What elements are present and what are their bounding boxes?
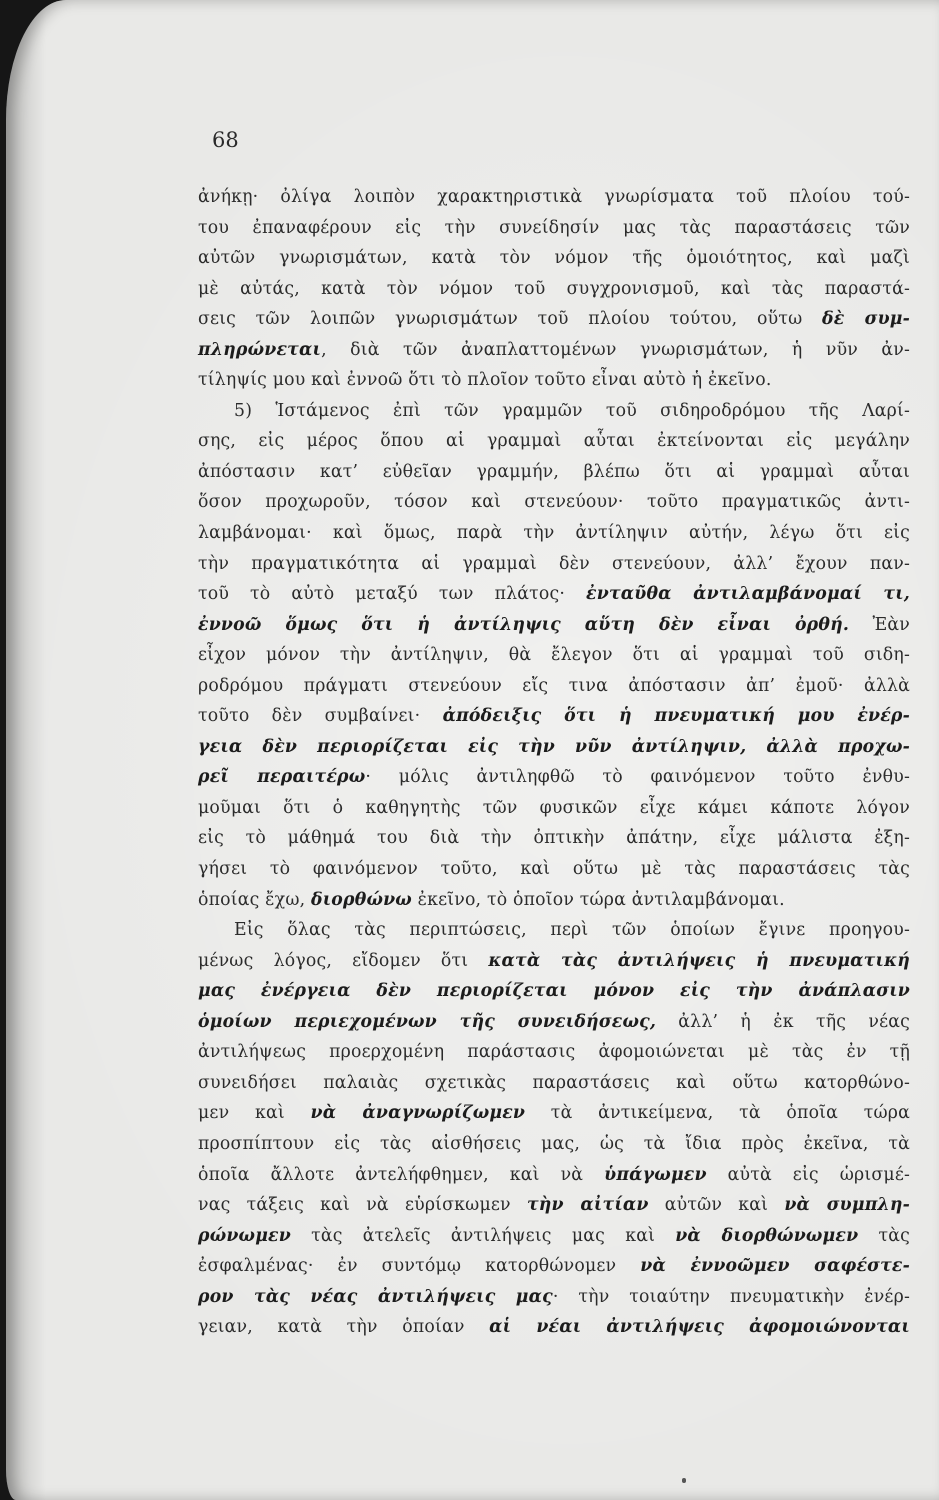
text-segment: · μόλις ἀντιληφθῶ τὸ φαινόμενον τοῦτο ἐνθυ- (365, 767, 910, 788)
emphasis-segment: ρώνωμεν (198, 1225, 291, 1246)
text-line (198, 365, 910, 396)
text-line (198, 732, 910, 763)
text-segment: μένως λόγος, εἴδομεν ὅτι (198, 950, 489, 971)
text-line (198, 213, 910, 244)
text-segment: Ἐὰν (849, 614, 910, 635)
text-line (198, 1251, 910, 1282)
emphasis-segment: πληρώνεται (198, 339, 322, 360)
text-line (198, 1160, 910, 1191)
emphasis-segment: κατὰ τὰς ἀντιλήψεις ἡ πνευματική (488, 950, 910, 971)
text-segment: αὐτὰ εἰς ὡρισμέ- (706, 1164, 911, 1185)
text-line (198, 579, 910, 610)
text-line (198, 426, 910, 457)
page-number: 68 (212, 128, 239, 152)
text-segment: τὴν πραγματικότητα αἱ γραμμαὶ δὲν στενεύουν, ἀλλ’ ἔχουν παν- (198, 553, 910, 574)
text-segment: τὰς (858, 1225, 910, 1246)
text-segment: τοῦτο δὲν συμβαίνει· (198, 706, 443, 727)
text-segment: αὐτῶν καὶ (648, 1195, 785, 1216)
text-segment: ἐκεῖνο, τὸ ὁποῖον τώρα ἀντιλαμβάνομαι. (411, 889, 785, 910)
emphasis-segment: ἐνταῦθα ἀντιλαμβάνομαί τι, (586, 584, 910, 605)
emphasis-segment: ρεῖ περαιτέρω (198, 767, 366, 788)
emphasis-segment: ὑπάγωμεν (604, 1164, 707, 1185)
text-line (198, 610, 910, 641)
text-segment: ἀνήκῃ· ὀλίγα λοιπὸν χαρακτηριστικὰ γνωρίσματα τοῦ πλοίου τού- (198, 187, 910, 207)
body-text (198, 182, 910, 1343)
emphasis-segment: διορθώνω (311, 889, 412, 910)
text-segment: γειαν, κατὰ τὴν ὁποίαν (198, 1317, 490, 1338)
text-segment: γήσει τὸ φαινόμενον τοῦτο, καὶ οὕτω μὲ τὰς παραστάσεις τὰς (198, 859, 910, 880)
emphasis-segment: ρον τὰς νέας ἀντιλήψεις μας (198, 1286, 553, 1307)
text-line (198, 304, 910, 335)
text-segment: τοῦ τὸ αὐτὸ μεταξύ των πλάτος· (198, 584, 587, 605)
text-segment: ὁποίας ἔχω, (198, 889, 312, 910)
text-line (198, 487, 910, 518)
emphasis-segment: αἱ νέαι ἀντιλήψεις ἀφομοιώνονται (489, 1317, 910, 1338)
text-line (198, 1068, 910, 1099)
text-line (198, 823, 910, 854)
text-line (198, 457, 910, 488)
text-line (198, 701, 910, 732)
text-segment: εἶχον μόνον τὴν ἀντίληψιν, θὰ ἔλεγον ὅτι αἱ γραμμαὶ τοῦ σιδη- (198, 645, 910, 666)
text-segment: ὅσον προχωροῦν, τόσον καὶ στενεύουν· τοῦτο πραγματικῶς ἀντι- (198, 492, 910, 513)
text-segment: ὁποῖα ἄλλοτε ἀντελήφθημεν, καὶ νὰ (198, 1164, 605, 1185)
emphasis-segment: μας ἐνέργεια δὲν περιορίζεται μόνον εἰς τὴν ἀνάπλασιν (198, 981, 910, 1002)
text-line (198, 396, 910, 427)
text-line (198, 915, 910, 946)
text-segment: προσπίπτουν εἰς τὰς αἰσθήσεις μας, ὡς τὰ ἴδια πρὸς ἐκεῖνα, τὰ (198, 1133, 910, 1154)
text-line (198, 793, 910, 824)
text-segment: ροδρόμου πράγματι στενεύουν εἴς τινα ἀπόστασιν ἀπ’ ἐμοῦ· ἀλλὰ (198, 675, 910, 696)
text-line (198, 549, 910, 580)
text-line (198, 243, 910, 274)
text-line (198, 274, 910, 305)
text-segment: αὐτῶν γνωρισμάτων, κατὰ τὸν νόμον τῆς ὁμοιότητος, καὶ μαζὶ (198, 248, 910, 269)
text-line (198, 518, 910, 549)
text-segment: ἀπόστασιν κατ’ εὐθεῖαν γραμμήν, βλέπω ὅτι αἱ γραμμαὶ αὗται (198, 461, 910, 482)
emphasis-segment: ἐννοῶ ὅμως ὅτι ἡ ἀντίληψις αὕτη δὲν εἶναι ὀρθή. (198, 614, 850, 635)
text-segment: ἀλλ’ ἡ ἐκ τῆς νέας (656, 1011, 910, 1032)
text-line (198, 640, 910, 671)
emphasis-segment: νὰ διορθώνωμεν (675, 1225, 859, 1246)
text-segment: , διὰ τῶν ἀναπλαττομένων γνωρισμάτων, ἡ νῦν ἀν- (321, 339, 910, 360)
text-line (198, 1282, 910, 1313)
text-line (198, 182, 910, 213)
emphasis-segment: ἀπόδειξις ὅτι ἡ πνευματική μου ἐνέρ- (442, 706, 910, 727)
text-segment: συνειδήσει παλαιὰς σχετικὰς παραστάσεις καὶ οὕτω κατορθώνο- (198, 1072, 910, 1093)
text-segment: Εἰς ὅλας τὰς περιπτώσεις, περὶ τῶν ὁποίων ἔγινε προηγου- (234, 920, 910, 941)
text-line (198, 946, 910, 977)
emphasis-segment: γεια δὲν περιορίζεται εἰς τὴν νῦν ἀντίληψιν, ἀλλὰ προχω- (198, 736, 910, 757)
text-segment: μὲ αὐτάς, κατὰ τὸν νόμον τοῦ συγχρονισμοῦ, καὶ τὰς παραστά- (198, 278, 910, 299)
text-line (198, 854, 910, 885)
text-segment: ἀντιλήψεως προερχομένη παράστασις ἀφομοιώνεται μὲ τὰς ἐν τῇ (198, 1042, 910, 1063)
text-segment: · τὴν τοιαύτην πνευματικὴν ἐνέρ- (552, 1286, 910, 1307)
emphasis-segment: δὲ συμ- (822, 309, 910, 330)
emphasis-segment: τὴν αἰτίαν (526, 1195, 649, 1216)
print-speck (682, 1478, 686, 1483)
text-segment: τίληψίς μου καὶ ἐννοῶ ὅτι τὸ πλοῖον τοῦτο εἶναι αὐτὸ ἡ ἐκεῖνο. (198, 370, 772, 391)
text-segment: λαμβάνομαι· καὶ ὅμως, παρὰ τὴν ἀντίληψιν αὐτήν, λέγω ὅτι εἰς (198, 523, 910, 544)
text-segment: μοῦμαι ὅτι ὁ καθηγητὴς τῶν φυσικῶν εἶχε κάμει κάποτε λόγον (198, 797, 910, 818)
text-segment: μεν καὶ (198, 1103, 311, 1124)
text-segment: τὰς ἀτελεῖς ἀντιλήψεις μας καὶ (290, 1225, 676, 1246)
text-segment: νας τάξεις καὶ νὰ εὑρίσκωμεν (198, 1195, 527, 1216)
emphasis-segment: νὰ ἐννοῶμεν σαφέστε- (640, 1256, 911, 1277)
text-line (198, 1129, 910, 1160)
text-segment: σης, εἰς μέρος ὅπου αἱ γραμμαὶ αὗται ἐκτείνονται εἰς μεγάλην (198, 431, 910, 452)
text-line (198, 1037, 910, 1068)
text-segment: εἰς τὸ μάθημά του διὰ τὴν ὀπτικὴν ἀπάτην, εἶχε μάλιστα ἐξη- (198, 828, 910, 849)
book-page (6, 0, 939, 1500)
text-line (198, 1190, 910, 1221)
text-segment: του ἐπαναφέρουν εἰς τὴν συνείδησίν μας τὰς παραστάσεις τῶν (198, 217, 910, 238)
text-line (198, 762, 910, 793)
text-line (198, 335, 910, 366)
text-line (198, 976, 910, 1007)
text-line (198, 1098, 910, 1129)
text-segment: ἐσφαλμένας· ἐν συντόμῳ κατορθώνομεν (198, 1256, 641, 1277)
text-line (198, 885, 910, 916)
text-segment: 5) Ἱστάμενος ἐπὶ τῶν γραμμῶν τοῦ σιδηροδρόμου τῆς Λαρί- (234, 400, 910, 421)
emphasis-segment: νὰ συμπλη- (784, 1195, 910, 1216)
emphasis-segment: ὁμοίων περιεχομένων τῆς συνειδήσεως, (198, 1011, 657, 1032)
text-segment: τὰ ἀντικείμενα, τὰ ὁποῖα τώρα (525, 1103, 910, 1124)
text-segment: σεις τῶν λοιπῶν γνωρισμάτων τοῦ πλοίου τούτου, οὕτω (198, 309, 823, 330)
text-line (198, 671, 910, 702)
text-line (198, 1007, 910, 1038)
text-line (198, 1221, 910, 1252)
emphasis-segment: νὰ ἀναγνωρίζωμεν (310, 1103, 526, 1124)
text-line (198, 1312, 910, 1343)
